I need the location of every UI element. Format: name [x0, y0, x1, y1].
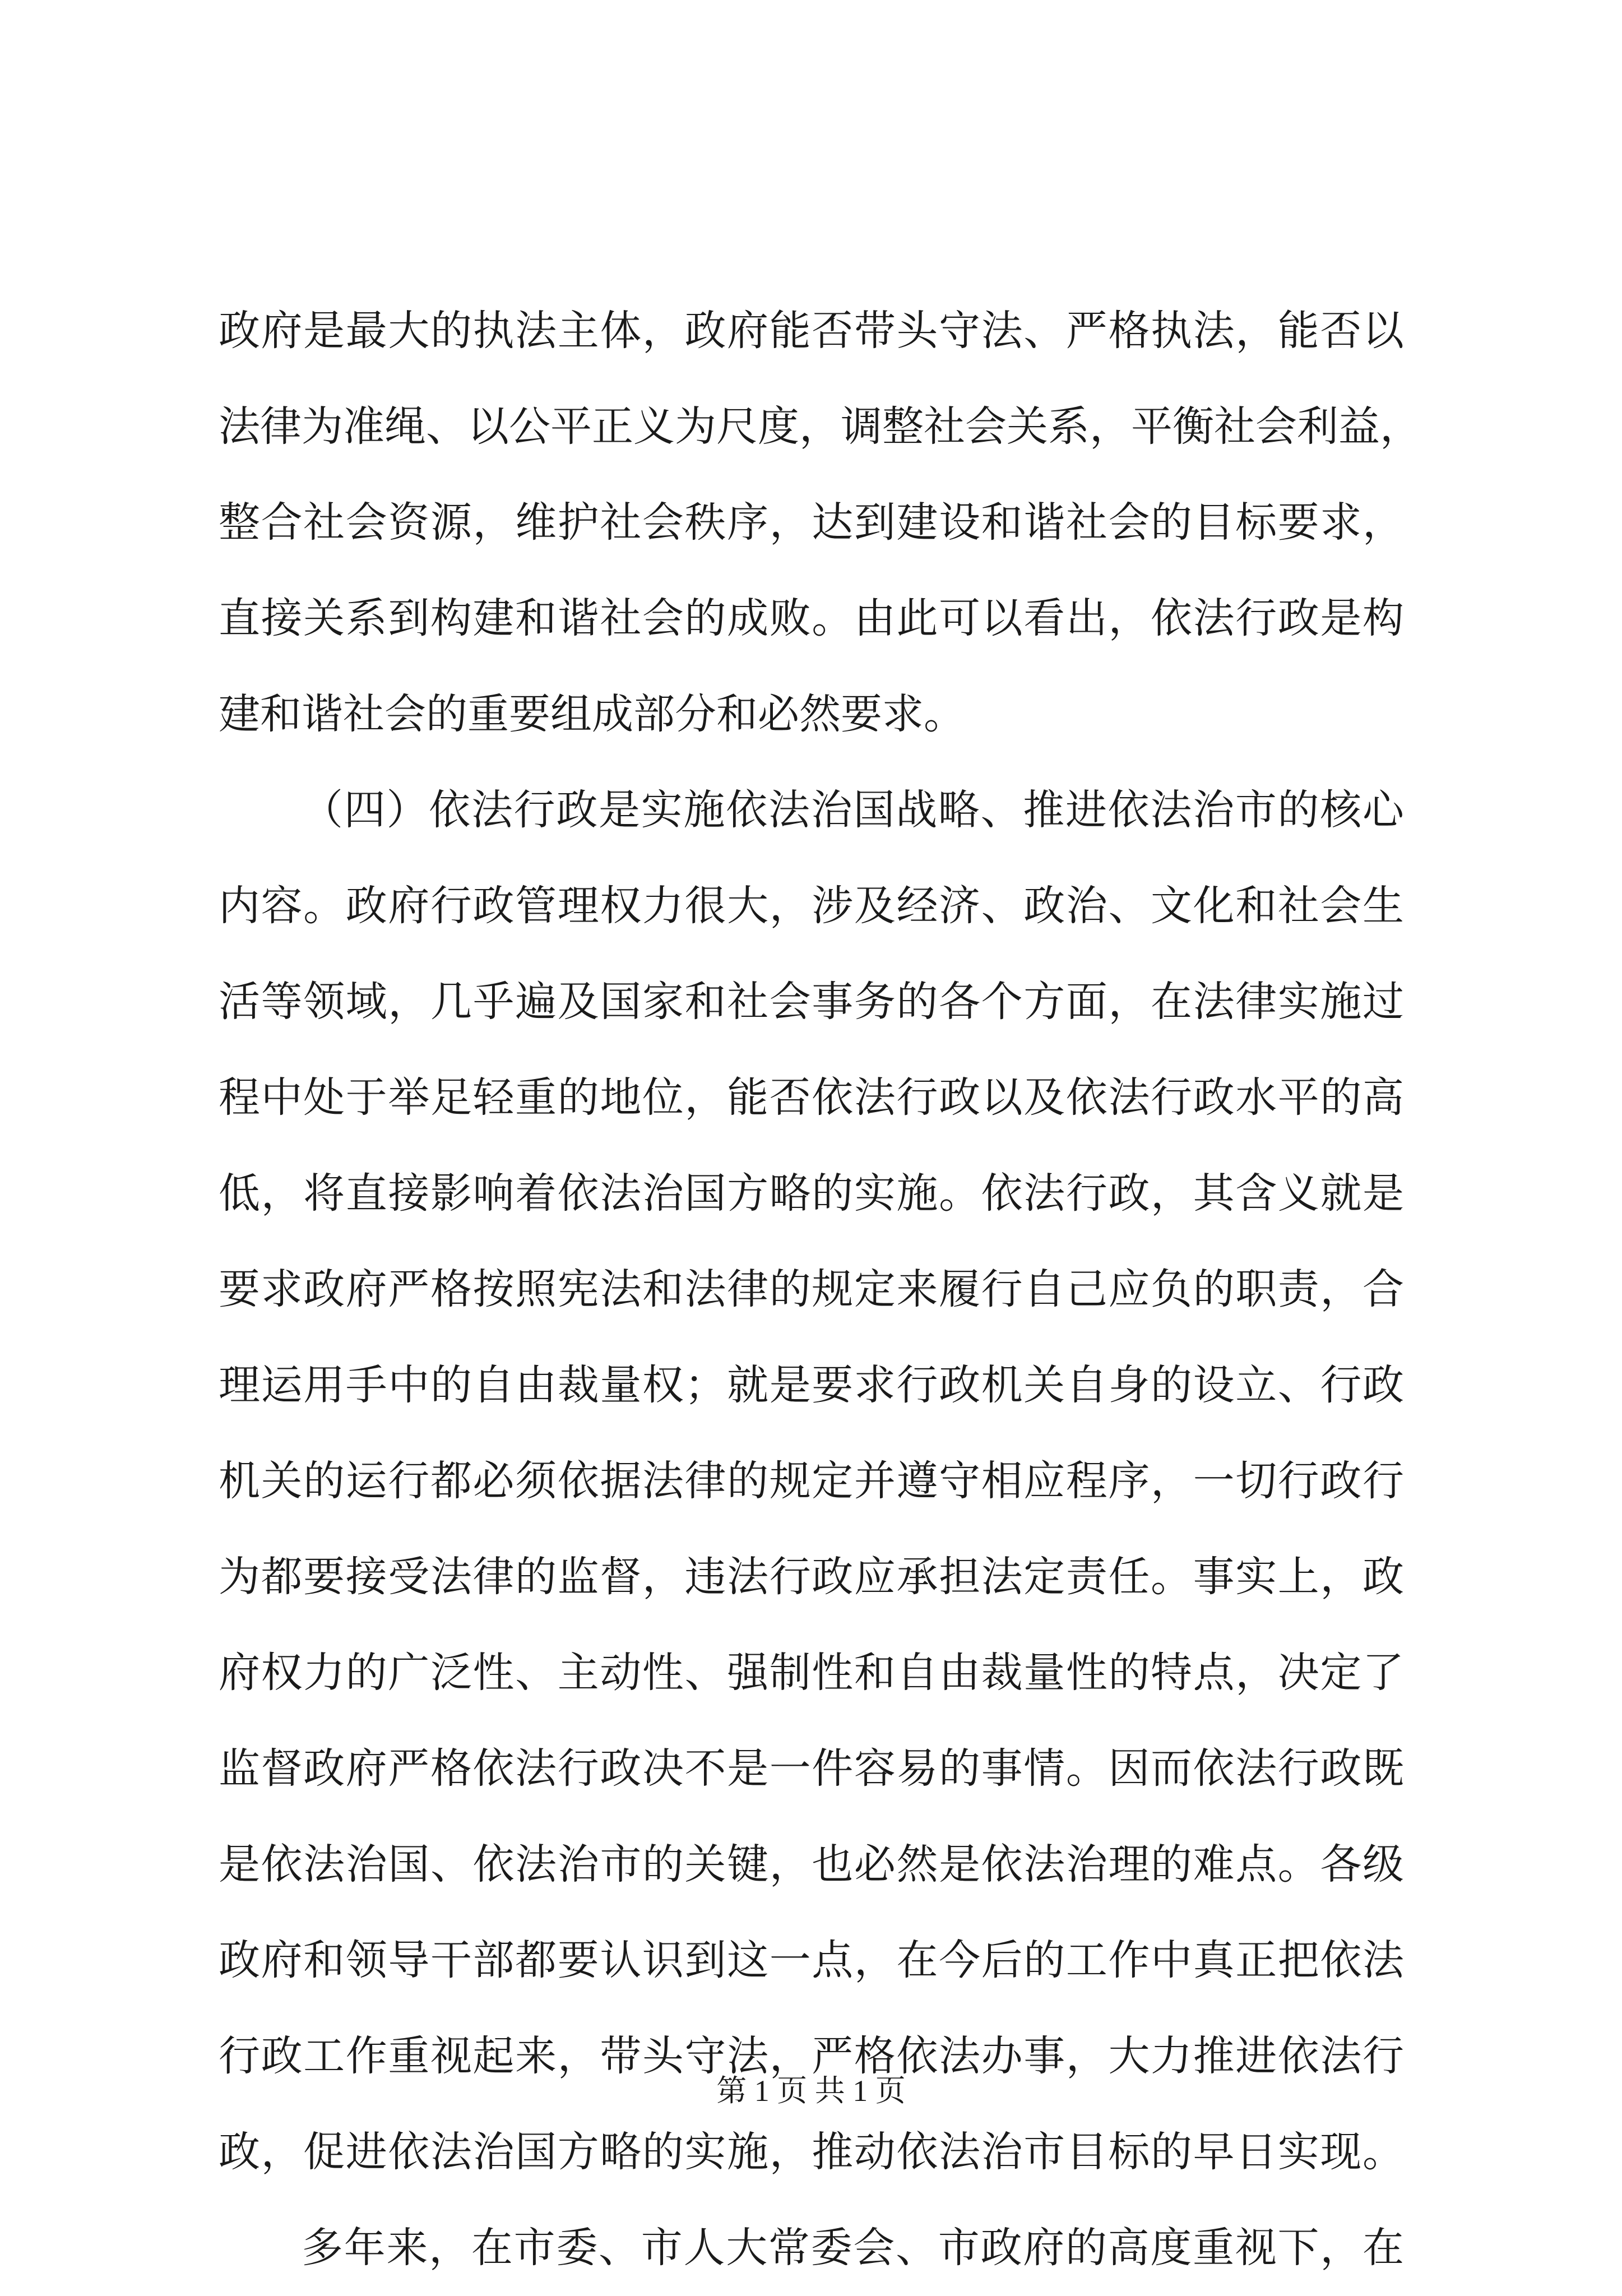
text-line: 低，将直接影响着依法治国方略的实施。依法行政，其含义就是 [219, 1169, 1404, 1218]
text-line: 政，促进依法治国方略的实施，推动依法治市目标的早日实现。 [219, 2128, 1404, 2176]
text-line: 建和谐社会的重要组成部分和必然要求。 [219, 690, 965, 738]
text-line: 是依法治国、依法治市的关键，也必然是依法治理的难点。各级 [219, 1840, 1404, 1888]
text-line: （四）依法行政是实施依法治国战略、推进依法治市的核心 [302, 786, 1404, 834]
text-line: 直接关系到构建和谐社会的成败。由此可以看出，依法行政是构 [219, 594, 1404, 642]
text-line: 监督政府严格依法行政决不是一件容易的事情。因而依法行政既 [219, 1744, 1404, 1793]
text-line: 法律为准绳、以公平正义为尺度，调整社会关系，平衡社会利益， [219, 402, 1421, 451]
text-line: 政府和领导干部都要认识到这一点，在今后的工作中真正把依法 [219, 1936, 1404, 1984]
text-line: 政府是最大的执法主体，政府能否带头守法、严格执法，能否以 [219, 307, 1404, 355]
text-line: 理运用手中的自由裁量权；就是要求行政机关自身的设立、行政 [219, 1361, 1404, 1409]
text-line: 机关的运行都必须依据法律的规定并遵守相应程序，一切行政行 [219, 1457, 1404, 1505]
text-line: 程中处于举足轻重的地位，能否依法行政以及依法行政水平的高 [219, 1073, 1404, 1122]
text-line: 要求政府严格按照宪法和法律的规定来履行自己应负的职责，合 [219, 1265, 1404, 1313]
text-line: 内容。政府行政管理权力很大，涉及经济、政治、文化和社会生 [219, 882, 1404, 930]
text-line: 为都要接受法律的监督，违法行政应承担法定责任。事实上，政 [219, 1553, 1404, 1601]
text-line: 行政工作重视起来，带头守法，严格依法办事，大力推进依法行 [219, 2032, 1404, 2080]
text-line: 活等领域，几乎遍及国家和社会事务的各个方面，在法律实施过 [219, 978, 1404, 1026]
document-body [219, 283, 1421, 2296]
text-line: 整合社会资源，维护社会秩序，达到建设和谐社会的目标要求， [219, 498, 1404, 547]
page-number-footer: 第 1 页 共 1 页 [716, 2074, 906, 2108]
text-line: 府权力的广泛性、主动性、强制性和自由裁量性的特点，决定了 [219, 1649, 1404, 1697]
text-line: 多年来，在市委、市人大常委会、市政府的高度重视下，在 [302, 2224, 1404, 2272]
